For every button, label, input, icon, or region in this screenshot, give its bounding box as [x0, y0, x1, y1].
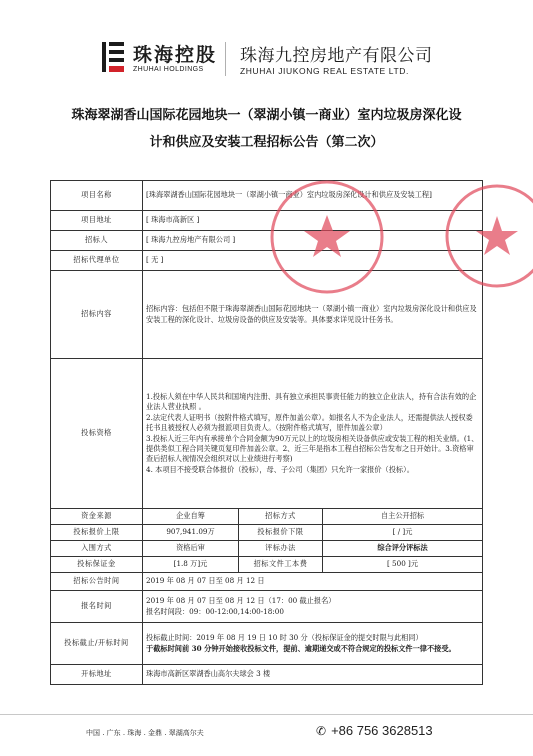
opening-place-value: 珠海市高新区翠湖香山高尔夫球会 3 楼 — [143, 665, 483, 685]
tender-method-value: 自主公开招标 — [323, 509, 483, 525]
lower-limit-label: 投标报价下限 — [239, 525, 323, 541]
deadline-line1: 投标截止时间：2019 年 08 月 19 日 10 时 30 分（投标保证金的提交时限与此相同） — [146, 633, 423, 643]
deposit-label: 投标保证金 — [51, 557, 143, 573]
deadline-line2: 于截标时间前 30 分钟开始接收投标文件，提前、逾期递交或不符合规定的投标文件一律不接受。 — [146, 643, 456, 653]
table-row — [51, 665, 483, 685]
content-label: 招标内容 — [51, 271, 143, 359]
logo-chinese: 珠海控股 — [133, 44, 218, 66]
doc-fee-label: 招标文件工本费 — [239, 557, 323, 573]
company-name-english: ZHUHAI JIUKONG REAL ESTATE LTD. — [240, 66, 409, 76]
opening-place-label: 开标地址 — [51, 665, 143, 685]
tender-method-label: 招标方式 — [239, 509, 323, 525]
phone-icon: ✆ — [316, 724, 327, 738]
announce-time-value: 2019 年 08 月 07 日至 08 月 12 日 — [143, 573, 483, 591]
holdings-logo-icon — [100, 40, 126, 74]
announce-time-label: 招标公告时间 — [51, 573, 143, 591]
content-value: 招标内容：包括但不限于珠海翠湖香山国际花园地块一（翠湖小镇一商业）室内垃圾房深化设计和供应及安装工程的深化设计、垃圾房设备的供应及安装等。具体要求详见设计任务书。 — [143, 271, 483, 359]
table-row — [51, 525, 483, 541]
qualification-item-1: 1.投标人须在中华人民共和国境内注册、具有独立承担民事责任能力的独立企业法人，持有合法有效的企业法人营业执照 。 — [146, 391, 477, 412]
table-row — [51, 509, 483, 525]
deposit-value: [1.8 万]元 — [143, 557, 239, 573]
table-row — [51, 591, 483, 623]
agent-label: 招标代理单位 — [51, 251, 143, 271]
project-address-value: [ 珠海市高新区 ] — [143, 211, 483, 231]
company-seal-stamp-partial — [435, 180, 533, 292]
document-title-line2: 计和供应及安装工程招标公告（第二次） — [149, 135, 384, 150]
table-row — [51, 573, 483, 591]
qualification-item-4: 4. 本项目不接受联合体报价（投标），母、子公司（集团）只允许一家报价（投标）。 — [146, 464, 414, 474]
footer-phone — [316, 723, 433, 738]
upper-limit-label: 投标报价上限 — [51, 525, 143, 541]
upper-limit-value: 907,941.09万 — [143, 525, 239, 541]
logo-english: ZHUHAI HOLDINGS — [133, 66, 204, 73]
shortlist-label: 入围方式 — [51, 541, 143, 557]
project-name-label: 项目名称 — [51, 181, 143, 211]
register-time-line2: 报名时间段：09：00-12:00,14:00-18:00 — [146, 606, 284, 616]
table-row — [51, 557, 483, 573]
qualification-item-3: 3.投标人近三年内有承接单个合同金额为90万元以上的垃圾房相关设备供应或安装工程的相关业绩。(1、提供类似工程合同关键页复印件加盖公章。2、近三年是指本工程自招标公告发布之日开始计。3.资格审查后招标人视情况会组织对以上业绩进行考察) — [146, 433, 479, 464]
deadline-value — [143, 623, 483, 665]
evaluation-label: 评标办法 — [239, 541, 323, 557]
logo-divider — [225, 42, 226, 76]
phone-number: +86 756 3628513 — [331, 723, 433, 738]
register-time-value — [143, 591, 483, 623]
qualification-item-2: 2.法定代表人证明书（按附件格式填写，原件加盖公章）。如报名人不为企业法人，还需提供法人授权委托书且被授权人必须为报派项目负责人。（按附件格式填写，原件加盖公章） — [146, 412, 473, 433]
lower-limit-value: [ / ]元 — [323, 525, 483, 541]
footer-divider — [0, 714, 533, 715]
deadline-label: 投标截止/开标时间 — [51, 623, 143, 665]
company-seal-stamp — [262, 175, 392, 300]
qualification-label: 投标资格 — [51, 359, 143, 509]
register-time-label: 报名时间 — [51, 591, 143, 623]
doc-fee-value: [ 500 ]元 — [323, 557, 483, 573]
tenderer-value: [ 珠海九控房地产有限公司 ] — [143, 231, 483, 251]
letterhead — [0, 0, 533, 86]
table-row — [51, 359, 483, 509]
project-name-value: [珠海翠湖香山国际花园地块一（翠湖小镇一商业）室内垃圾房深化设计和供应及安装工程] — [143, 181, 483, 211]
fund-source-value: 企业自筹 — [143, 509, 239, 525]
footer-locations: 中国 . 广东 . 珠海 . 金鼎 . 翠湖高尔夫 — [86, 729, 204, 737]
document-title-line1: 珠海翠湖香山国际花园地块一（翠湖小镇一商业）室内垃圾房深化设 — [71, 108, 462, 123]
company-name-chinese: 珠海九控房地产有限公司 — [240, 46, 433, 66]
register-time-line1: 2019 年 08 月 07 日至 08 月 12 日（17：00 截止报名） — [146, 596, 336, 606]
agent-value: [ 无 ] — [143, 251, 483, 271]
tenderer-label: 招标人 — [51, 231, 143, 251]
table-row — [51, 623, 483, 665]
shortlist-value: 资格后审 — [143, 541, 239, 557]
qualification-value — [143, 359, 483, 509]
project-address-label: 项目地址 — [51, 211, 143, 231]
fund-source-label: 资金来源 — [51, 509, 143, 525]
evaluation-value: 综合评分评标法 — [323, 541, 483, 557]
table-row — [51, 541, 483, 557]
